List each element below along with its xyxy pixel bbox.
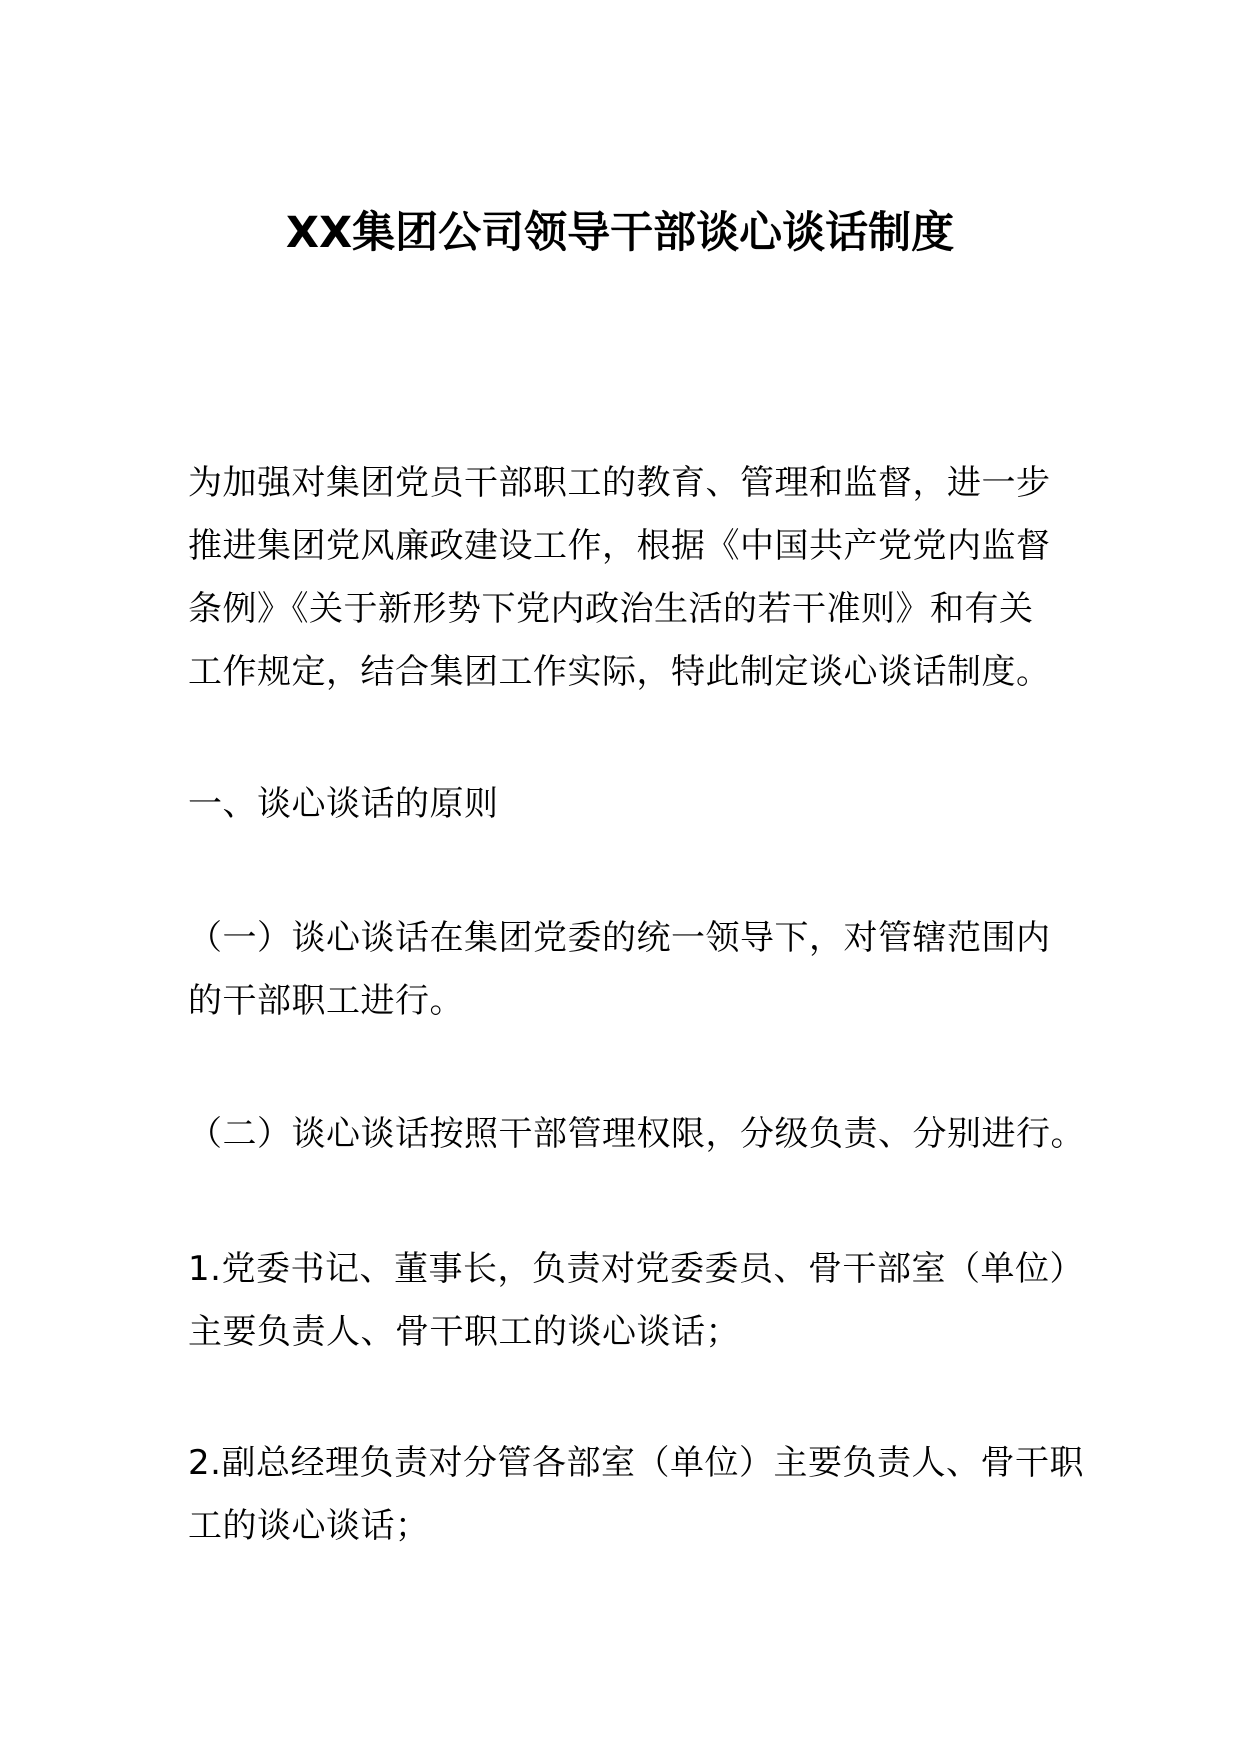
numbered-point-2 (188, 1432, 1084, 1558)
principle-item-2 (188, 1103, 1085, 1166)
paragraph-line: 2.副总经理负责对分管各部室（单位）主要负责人、骨干职 (188, 1443, 1084, 1483)
paragraph-line: 的干部职工进行。 (188, 981, 464, 1021)
section-heading-text: 一、谈心谈话的原则 (188, 784, 499, 824)
principle-item-1 (188, 907, 1054, 1033)
paragraph-line: 工的谈心谈话； (188, 1506, 430, 1546)
paragraph-line: 条例》《关于新形势下党内政治生活的若干准则》和有关 (188, 589, 1034, 629)
paragraph-line: （一）谈心谈话在集团党委的统一领导下，对管辖范围内 (188, 918, 1051, 958)
intro-paragraph (188, 452, 1054, 704)
paragraph-line: 主要负责人、骨干职工的谈心谈话； (188, 1312, 740, 1352)
section-heading (188, 773, 1054, 836)
paragraph-line: （二）谈心谈话按照干部管理权限，分级负责、分别进行。 (188, 1114, 1085, 1154)
paragraph-line: 推进集团党风廉政建设工作，根据《中国共产党党内监督 (188, 526, 1051, 566)
paragraph-line: 工作规定，结合集团工作实际，特此制定谈心谈话制度。 (188, 652, 1051, 692)
document-title: XX集团公司领导干部谈心谈话制度 (285, 208, 955, 258)
paragraph-line: 1.党委书记、董事长，负责对党委委员、骨干部室（单位） (188, 1249, 1084, 1289)
paragraph-line: 为加强对集团党员干部职工的教育、管理和监督，进一步 (188, 463, 1051, 503)
numbered-point-1 (188, 1238, 1084, 1364)
